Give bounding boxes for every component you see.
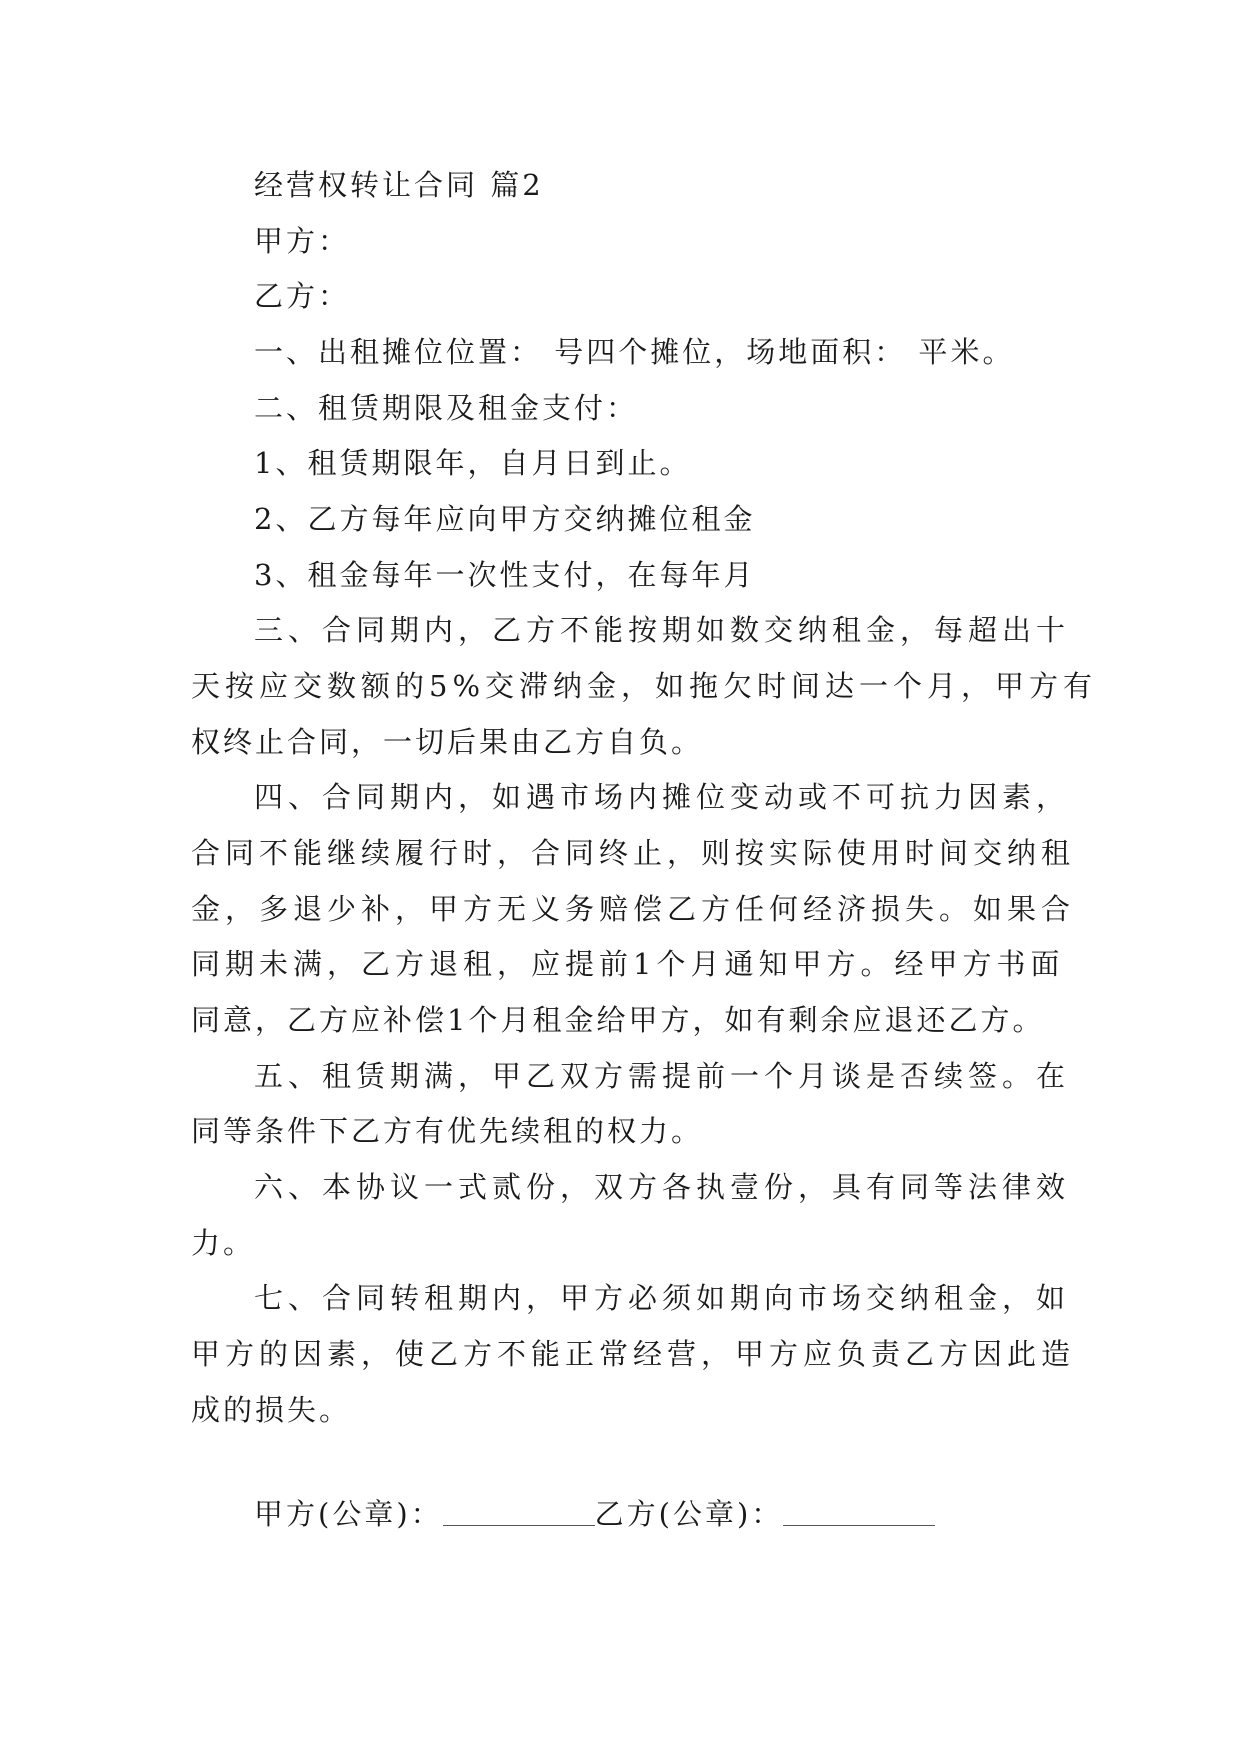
paragraph-line: 二、租赁期限及租金支付： bbox=[254, 391, 639, 425]
paragraph-line: 同期未满，乙方退租，应提前1个月通知甲方。经甲方书面 bbox=[191, 947, 1065, 981]
paragraph-line: 四、合同期内，如遇市场内摊位变动或不可抗力因素， bbox=[254, 780, 1071, 814]
paragraph-line: 六、本协议一式贰份，双方各执壹份，具有同等法律效 bbox=[254, 1170, 1071, 1204]
paragraph-line: 成的损失。 bbox=[191, 1393, 352, 1427]
paragraph-line: 2、乙方每年应向甲方交纳摊位租金 bbox=[254, 502, 756, 536]
paragraph-line: 3、租金每年一次性支付，在每年月 bbox=[254, 558, 756, 592]
paragraph-line: 天按应交数额的5%交滞纳金，如拖欠时间达一个月，甲方有 bbox=[191, 669, 1098, 703]
paragraph-line: 一、出租摊位位置： 号四个摊位，场地面积： 平米。 bbox=[254, 335, 1015, 369]
party-a-signature-blank bbox=[443, 1495, 595, 1526]
paragraph-line: 金，多退少补，甲方无义务赔偿乙方任何经济损失。如果合 bbox=[191, 892, 1076, 926]
paragraph-line: 力。 bbox=[191, 1226, 256, 1260]
paragraph-line: 同等条件下乙方有优先续租的权力。 bbox=[191, 1114, 704, 1148]
document-title: 经营权转让合同 篇2 bbox=[254, 168, 544, 202]
paragraph-line: 乙方： bbox=[254, 279, 351, 313]
signature-line bbox=[254, 1494, 935, 1534]
paragraph-line: 三、合同期内，乙方不能按期如数交纳租金，每超出十 bbox=[254, 613, 1071, 647]
paragraph-line: 五、租赁期满，甲乙双方需提前一个月谈是否续签。在 bbox=[254, 1059, 1071, 1093]
party-b-seal-label: 乙方(公章)： bbox=[594, 1497, 784, 1531]
paragraph-line: 甲方的因素，使乙方不能正常经营，甲方应负责乙方因此造 bbox=[191, 1337, 1076, 1371]
paragraph-line: 权终止合同，一切后果由乙方自负。 bbox=[191, 725, 704, 759]
paragraph-line: 甲方： bbox=[254, 224, 351, 258]
party-a-seal-label: 甲方(公章)： bbox=[254, 1497, 443, 1531]
paragraph-line: 合同不能继续履行时，合同终止，则按实际使用时间交纳租 bbox=[191, 836, 1076, 870]
paragraph-line: 七、合同转租期内，甲方必须如期向市场交纳租金，如 bbox=[254, 1281, 1071, 1315]
party-b-signature-blank bbox=[783, 1495, 935, 1526]
paragraph-line: 同意，乙方应补偿1个月租金给甲方，如有剩余应退还乙方。 bbox=[191, 1003, 1045, 1037]
paragraph-line: 1、租赁期限年，自月日到止。 bbox=[254, 446, 692, 480]
